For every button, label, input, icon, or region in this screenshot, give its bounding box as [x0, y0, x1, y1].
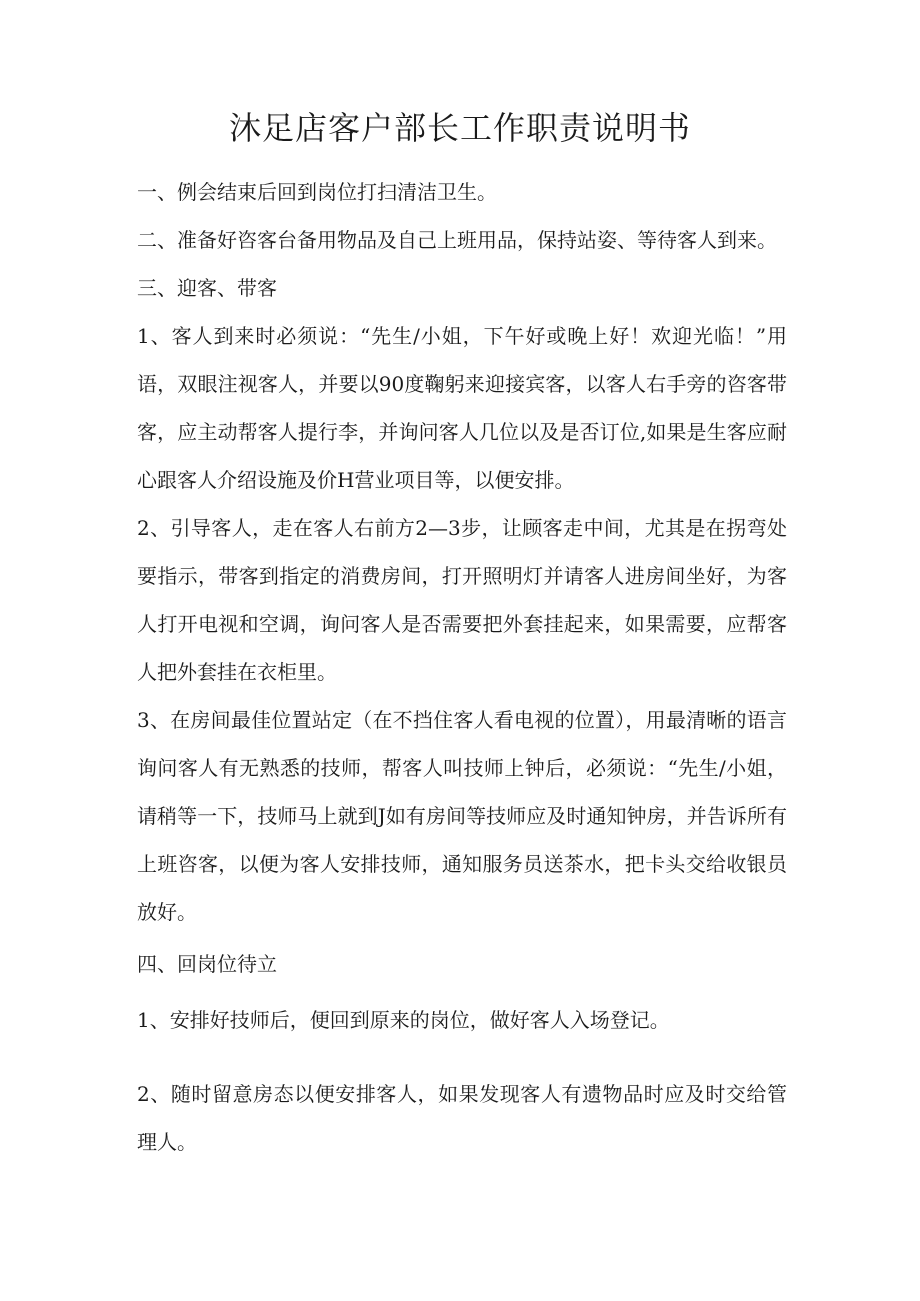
paragraph-4: 1、安排好技师后，便回到原来的岗位，做好客人入场登记。 — [137, 1008, 670, 1032]
section-heading-3: 三、迎客、带客 — [137, 276, 277, 300]
paragraph-3: 3、在房间最佳位置站定（在不挡住客人看电视的位置），用最清晰的语言询问客人有无熟悉的技师，帮客人叫技师上钟后，必须说：“先生/小姐，请稍等一下，技师马上就到J如有房间等技师应及时通知钟房，并告诉所有上班咨客，以便为客人安排技师，通知服务员送茶水，把卡头交给收银员放好。 — [137, 708, 787, 924]
section-heading-1: 一、例会结束后回到岗位打扫清洁卫生。 — [137, 180, 497, 204]
paragraph-1: 1、客人到来时必须说：“先生/小姐，下午好或晚上好！欢迎光临！”用语，双眼注视客人，并要以90度鞠躬来迎接宾客，以客人右手旁的咨客带客，应主动帮客人提行李，并询问客人几位以及是否订位,如果是生客应耐心跟客人介绍设施及价H营业项目等，以便安排。 — [137, 324, 787, 492]
section-heading-4: 四、回岗位待立 — [137, 952, 277, 976]
paragraph-5: 2、随时留意房态以便安排客人，如果发现客人有遗物品时应及时交给管理人。 — [137, 1082, 787, 1154]
paragraph-2: 2、引导客人，走在客人右前方2—3步，让顾客走中间，尤其是在拐弯处要指示，带客到指定的消费房间，打开照明灯并请客人进房间坐好，为客人打开电视和空调，询问客人是否需要把外套挂起来，如果需要，应帮客人把外套挂在衣柜里。 — [137, 516, 787, 684]
section-heading-2: 二、准备好咨客台备用物品及自己上班用品，保持站姿、等待客人到来。 — [137, 228, 777, 252]
document-title: 沐足店客户部长工作职责说明书 — [228, 109, 691, 147]
